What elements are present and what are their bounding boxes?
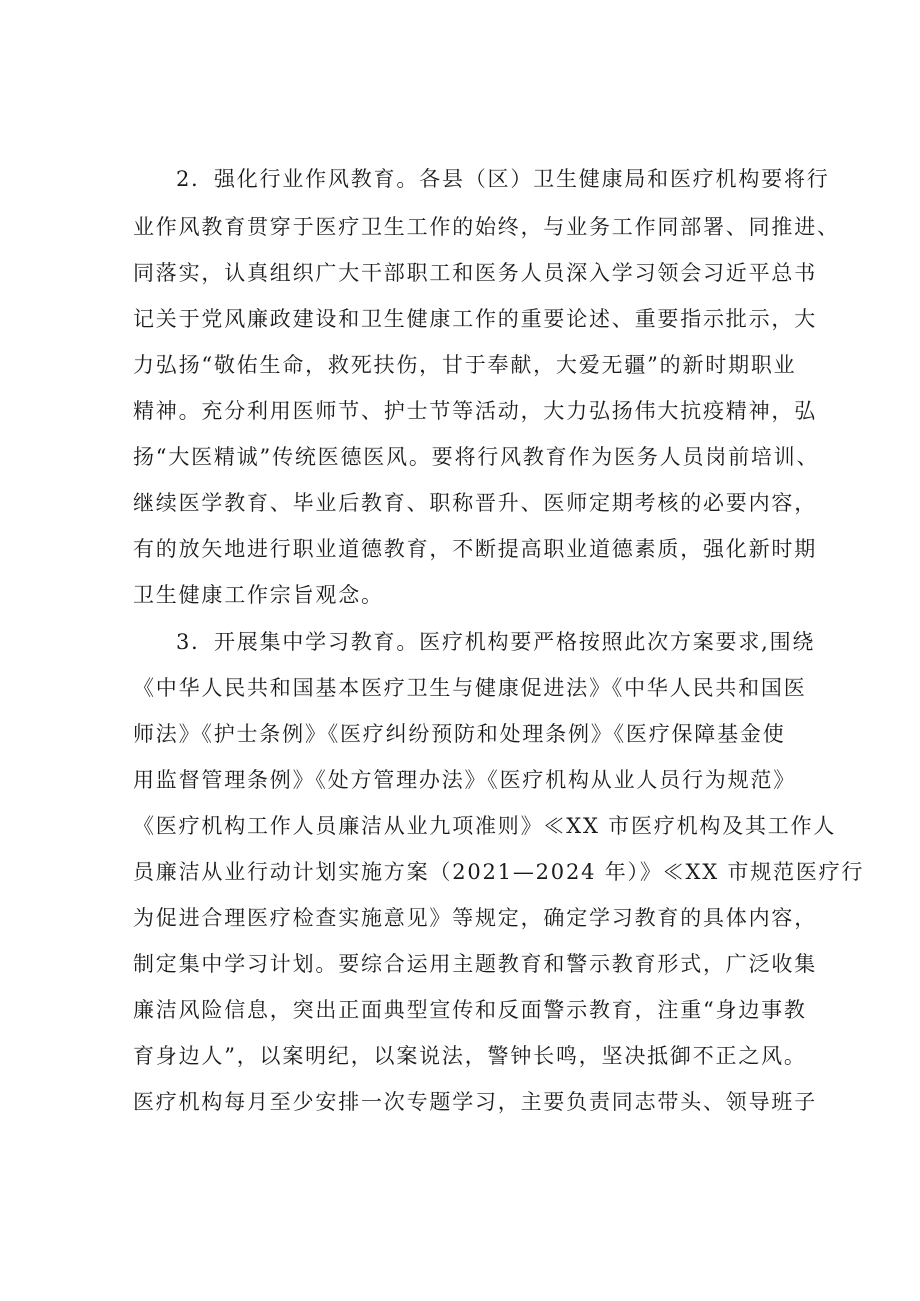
text-line: 《中华人民共和国基本医疗卫生与健康促进法》《中华人民共和国医	[133, 676, 807, 700]
text-line: 3．开展集中学习教育。医疗机构要严格按照此次方案要求,围绕	[176, 630, 816, 654]
text-line: 师法》《护士条例》《医疗纠纷预防和处理条例》《医疗保障基金使	[133, 722, 786, 746]
text-line: 《医疗机构工作人员廉洁从业九项准则》≪XX 市医疗机构及其工作人	[133, 814, 837, 838]
text-line: 2．强化行业作风教育。各县（区）卫生健康局和医疗机构要将行	[176, 167, 830, 191]
text-line: 记关于党风廉政建设和卫生健康工作的重要论述、重要指示批示，大	[133, 307, 817, 331]
text-line: 员廉洁从业行动计划实施方案（2021—2024 年）》≪XX 市规范医疗行	[133, 860, 865, 884]
text-line: 廉洁风险信息，突出正面典型宣传和反面警示教育，注重“身边事教	[133, 998, 807, 1022]
text-line: 扬“大医精诚”传统医德医风。要将行风教育作为医务人员岗前培训、	[133, 445, 820, 469]
text-line: 为促进合理医疗检查实施意见》等规定，确定学习教育的具体内容，	[133, 906, 817, 930]
text-line: 继续医学教育、毕业后教育、职称晋升、医师定期考核的必要内容，	[133, 491, 817, 515]
text-line: 有的放矢地进行职业道德教育，不断提高职业道德素质，强化新时期	[133, 537, 817, 561]
text-line: 精神。充分利用医师节、护士节等活动，大力弘扬伟大抗疫精神，弘	[133, 399, 817, 423]
text-line: 力弘扬“敬佑生命，救死扶伤，甘于奉献，大爱无疆”的新时期职业	[133, 353, 797, 377]
text-line: 同落实，认真组织广大干部职工和医务人员深入学习领会习近平总书	[133, 261, 817, 285]
text-line: 育身边人”，以案明纪，以案说法，警钟长鸣，坚决抵御不正之风。	[133, 1044, 807, 1068]
text-line: 用监督管理条例》《处方管理办法》《医疗机构从业人员行为规范》	[133, 768, 796, 792]
text-line: 制定集中学习计划。要综合运用主题教育和警示教育形式，广泛收集	[133, 952, 817, 976]
text-line: 业作风教育贯穿于医疗卫生工作的始终，与业务工作同部署、同推进、	[133, 215, 840, 239]
text-line: 医疗机构每月至少安排一次专题学习，主要负责同志带头、领导班子	[133, 1090, 817, 1114]
text-line: 卫生健康工作宗旨观念。	[133, 583, 384, 607]
